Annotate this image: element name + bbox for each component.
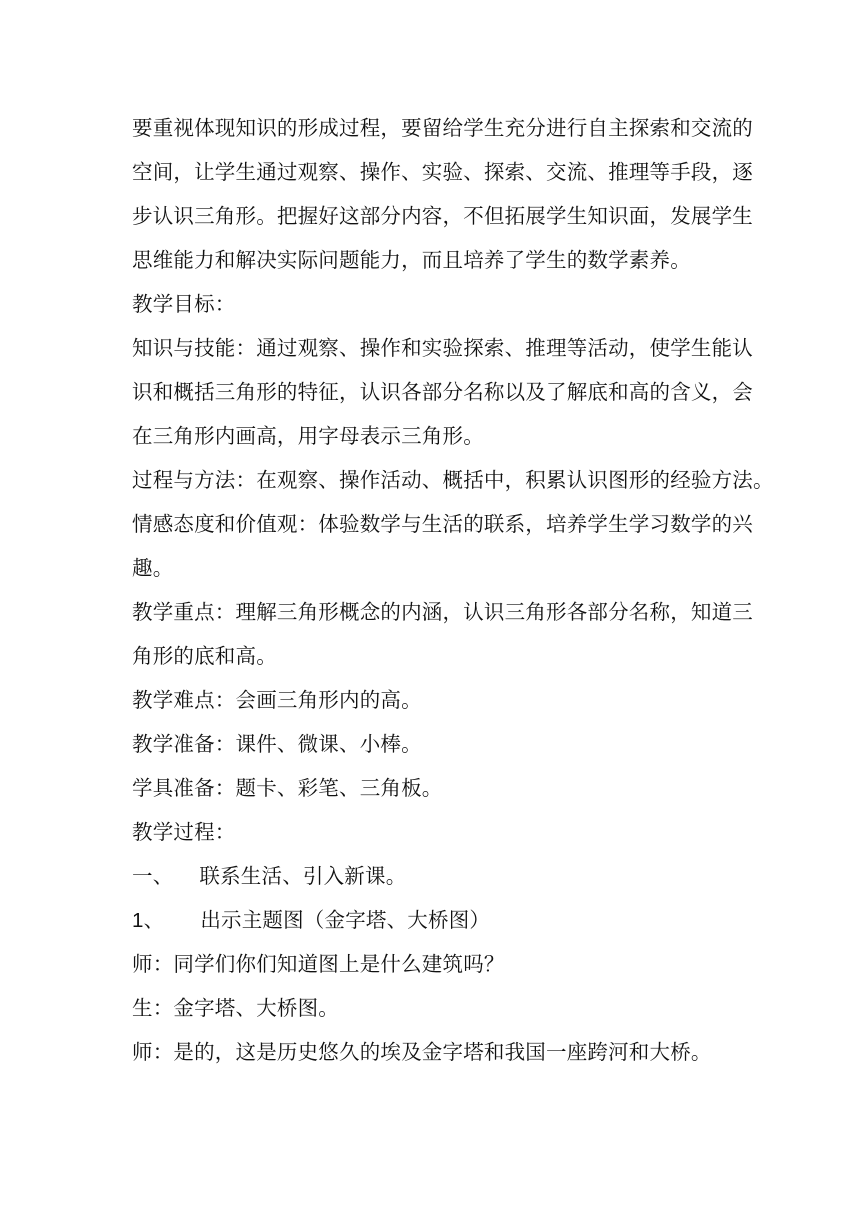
paragraph-intro-line-1: 要重视体现知识的形成过程，要留给学生充分进行自主探索和交流的 bbox=[132, 116, 753, 140]
goal-attitude-line-2: 趣。 bbox=[132, 556, 174, 580]
difficulty: 教学难点：会画三角形内的高。 bbox=[132, 688, 422, 712]
item-1-marker: 1、 bbox=[132, 909, 165, 932]
item-1 bbox=[132, 908, 490, 933]
dialog-student-1: 生：金字塔、大桥图。 bbox=[132, 996, 339, 1020]
prep-teacher: 教学准备：课件、微课、小棒。 bbox=[132, 732, 422, 756]
dialog-teacher-1: 师：同学们你们知道图上是什么建筑吗？ bbox=[132, 952, 505, 976]
goal-attitude-line-1: 情感态度和价值观：体验数学与生活的联系，培养学生学习数学的兴 bbox=[132, 512, 753, 536]
key-point-line-2: 角形的底和高。 bbox=[132, 644, 277, 668]
goals-heading: 教学目标： bbox=[132, 292, 236, 316]
paragraph-intro-line-3: 步认识三角形。把握好这部分内容，不但拓展学生知识面，发展学生 bbox=[132, 204, 753, 228]
section-1-heading bbox=[132, 864, 406, 888]
goal-knowledge-line-1: 知识与技能：通过观察、操作和实验探索、推理等活动，使学生能认 bbox=[132, 336, 753, 360]
goal-knowledge-line-2: 识和概括三角形的特征，认识各部分名称以及了解底和高的含义，会 bbox=[132, 380, 753, 404]
goal-process-method: 过程与方法：在观察、操作活动、概括中，积累认识图形的经验方法。 bbox=[132, 468, 774, 492]
section-1-marker: 一、 bbox=[132, 864, 174, 888]
key-point-line-1: 教学重点：理解三角形概念的内涵，认识三角形各部分名称，知道三 bbox=[132, 600, 753, 624]
prep-student: 学具准备：题卡、彩笔、三角板。 bbox=[132, 776, 443, 800]
section-1-text: 联系生活、引入新课。 bbox=[199, 864, 407, 888]
paragraph-intro-line-2: 空间，让学生通过观察、操作、实验、探索、交流、推理等手段，逐 bbox=[132, 160, 753, 184]
paragraph-intro-line-4: 思维能力和解决实际问题能力，而且培养了学生的数学素养。 bbox=[132, 248, 691, 272]
dialog-teacher-2: 师：是的，这是历史悠久的埃及金字塔和我国一座跨河和大桥。 bbox=[132, 1040, 712, 1064]
process-heading: 教学过程： bbox=[132, 820, 236, 844]
item-1-text: 出示主题图（金字塔、大桥图） bbox=[200, 908, 491, 932]
goal-knowledge-line-3: 在三角形内画高，用字母表示三角形。 bbox=[132, 424, 484, 448]
